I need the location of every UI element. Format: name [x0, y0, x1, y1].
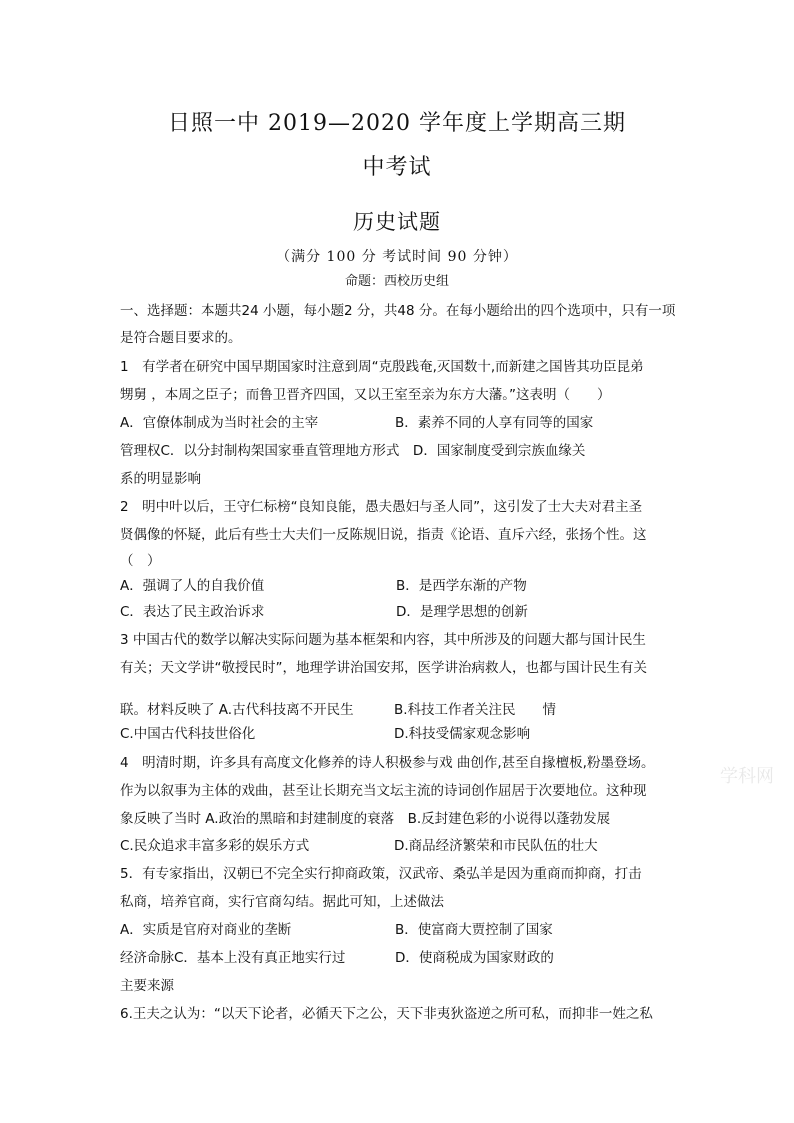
question-3-option-a: 联。材料反映了 A.古代科技离不开民生: [120, 702, 354, 718]
watermark: 学科网: [720, 766, 774, 787]
question-2-stem: 2 明中叶以后，王守仁标榜“良知良能，愚夫愚妇与圣人同”，这引发了士大夫对君主圣: [120, 499, 643, 515]
question-2-option-a: A．强调了人的自我价值: [120, 578, 265, 594]
question-6-stem: 6.王夫之认为：“以天下论者，必循天下之公，天下非夷狄盗逆之所可私，而抑非一姓之私: [120, 1006, 653, 1022]
question-3-option-c: C.中国古代科技世俗化: [120, 726, 256, 742]
question-4-stem: 4 明清时期，许多具有高度文化修养的诗人积极参与戏 曲创作,甚至自掾檀板,粉墨登场。: [120, 755, 655, 771]
question-2-option-c: C．表达了民主政治诉求: [120, 604, 265, 620]
question-2-option-b: B．是西学东渐的产物: [396, 578, 527, 594]
author-note: 命题：西校历史组: [344, 274, 449, 289]
question-4-stem-cont: 作为以叙事为主体的戏曲，甚至让长期充当文坛主流的诗词创作屈居于次要地位。这种现: [120, 783, 647, 799]
question-5-option-d: D．使商税成为国家财政的: [395, 950, 554, 966]
question-3-stem-cont: 有关；天文学讲“敬授民时”，地理学讲治国安邦，医学讲治病救人，也都与国计民生有关: [120, 660, 647, 676]
question-5-option-d-cont: 主要来源: [120, 978, 174, 994]
question-2-option-d: D．是理学思想的创新: [396, 604, 528, 620]
score-time-note: （满分 100 分 考试时间 90 分钟）: [276, 249, 518, 265]
question-5-stem: 5．有专家指出，汉朝已不完全实行抑商政策，汉武帝、桑弘羊是因为重商而抑商，打击: [120, 866, 642, 882]
question-3-option-b: B.科技工作者关注民 情: [394, 702, 557, 718]
question-1-stem-cont: 甥舅 ，本周之臣子；而鲁卫晋齐四国，又以王室至亲为东方大藩。”这表明（ ）: [120, 387, 611, 403]
subject-title: 历史试题: [353, 210, 441, 234]
section-intro: 一、选择题：本题共24 小题，每小题2 分，共48 分。在每小题给出的四个选项中，只有一项: [120, 303, 676, 319]
question-2-answer-paren: （ ）: [120, 553, 161, 569]
question-5-option-b: B．使富商大贾控制了国家: [395, 922, 553, 938]
question-1-stem: 1 有学者在研究中国早期国家时注意到周“克殷践奄,灭国数十,而新建之国皆其功臣昆弟: [120, 359, 644, 375]
question-4-option-c: C.民众追求丰富多彩的娱乐方式: [120, 838, 310, 854]
question-4-option-d: D.商品经济繁荣和市民队伍的壮大: [394, 838, 598, 854]
question-1-option-d-cont: 系的明显影响: [120, 471, 201, 487]
question-2-stem-cont: 贤偶像的怀疑，此后有些士大夫们一反陈规旧说，指责《论语、直斥六经，张扬个性。这: [120, 527, 647, 543]
question-3-stem: 3 中国古代的数学以解决实际问题为基本框架和内容，其中所涉及的问题大都与国计民生: [120, 632, 646, 648]
section-intro-cont: 是符合题目要求的。: [120, 330, 242, 346]
question-3-option-d: D.科技受儒家观念影响: [394, 726, 531, 742]
question-5-option-a: A．实质是官府对商业的垄断: [120, 922, 292, 938]
question-1-option-a: A．官僚体制成为当时社会的主宰: [120, 415, 319, 431]
exam-title-line2: 中考试: [362, 155, 432, 180]
exam-title-line1: 日照一中 2019—2020 学年度上学期高三期: [168, 111, 626, 136]
question-1-option-b: B．素养不同的人享有同等的国家: [395, 415, 594, 431]
question-4-option-ab: 象反映了当时 A.政治的黑暗和封建制度的衰落 B.反封建色彩的小说得以蓬勃发展: [120, 811, 611, 827]
question-5-stem-cont: 私商，培养官商，实行官商勾结。据此可知，上述做法: [120, 894, 444, 910]
question-5-option-c: 经济命脉C．基本上没有真正地实行过: [120, 950, 346, 966]
question-1-option-c: 管理权C．以分封制构架国家垂直管理地方形式 D．国家制度受到宗族血缘关: [120, 443, 586, 459]
